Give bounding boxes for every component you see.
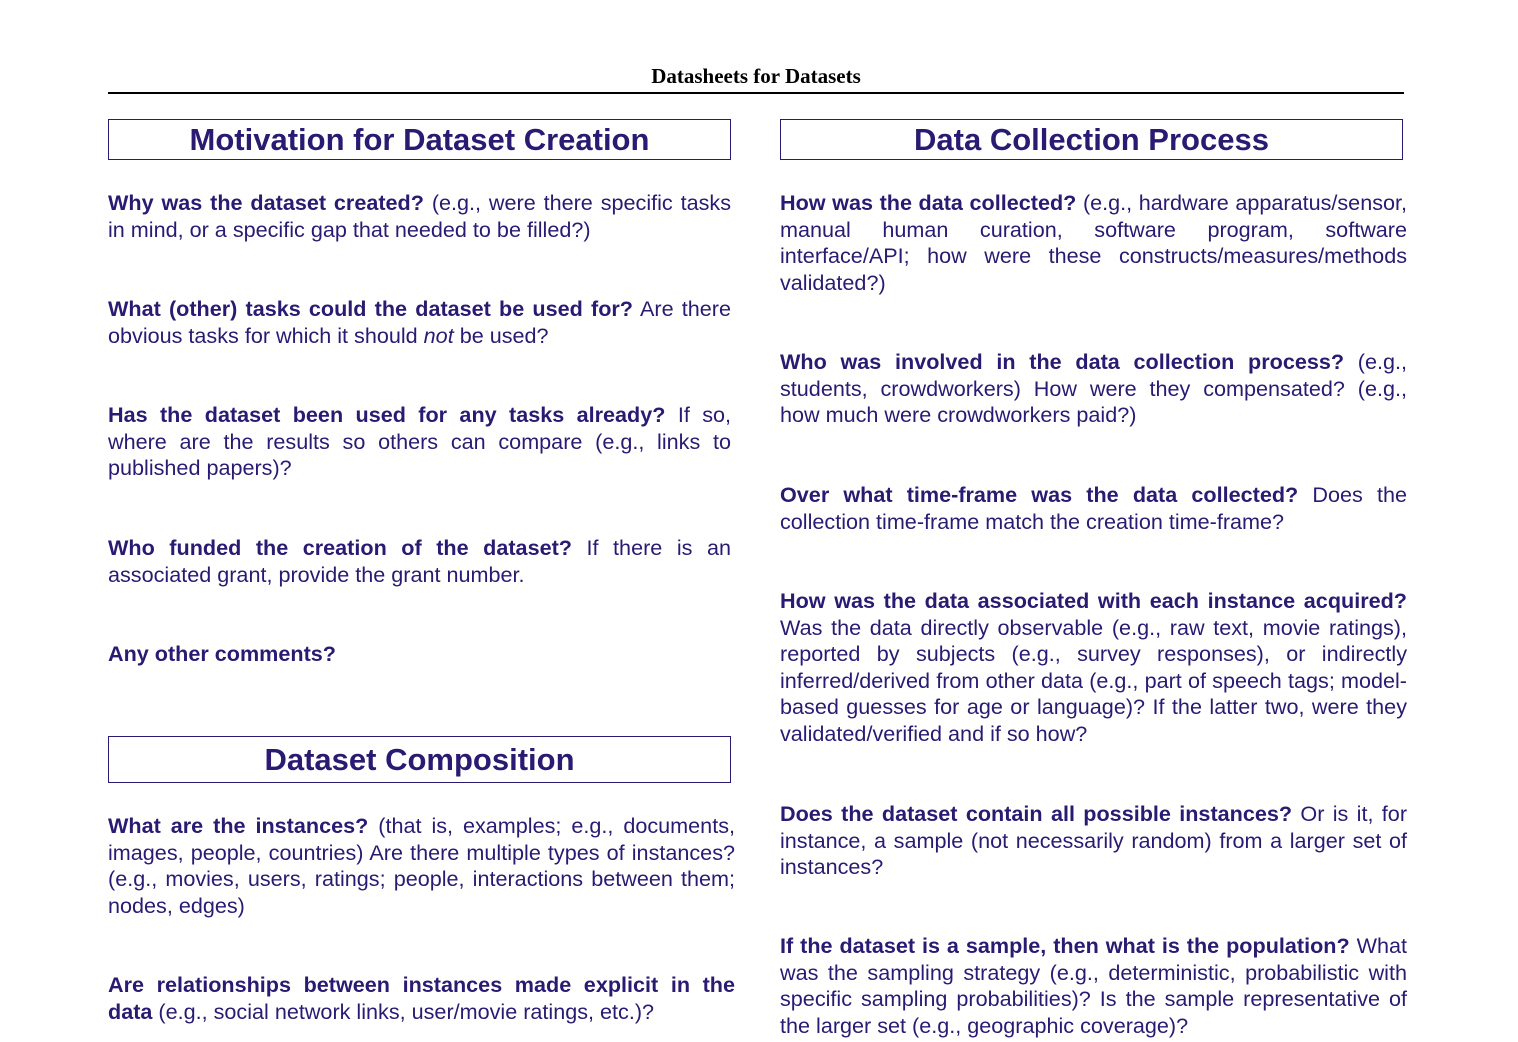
question-data-acquired xyxy=(780,588,1407,747)
question-description: (e.g., hardware apparatus/sensor, manual human curation, software program, software interface/API; how were these constructs/measures/methods validated?) xyxy=(780,190,1408,295)
question-description: (e.g., students, crowdworkers) How were they compensated? (e.g., how much were crowdworkers paid?) xyxy=(780,349,1408,427)
question-description: Was the data directly observable (e.g., raw text, movie ratings), reported by subjects (e.g., survey responses), or indirectly inferred/derived from other data (e.g., part of speech tags; model-based guesses for age or language)? If the latter two, were they validated/verified and if so how? xyxy=(780,614,1407,746)
question-funding xyxy=(108,535,731,588)
question-text: What (other) tasks could the dataset be used for? xyxy=(108,296,633,321)
section-title-composition: Dataset Composition xyxy=(108,736,731,783)
question-text: If the dataset is a sample, then what is the population? xyxy=(780,933,1350,958)
running-head: Datasheets for Datasets xyxy=(651,64,861,88)
question-text: Any other comments? xyxy=(108,641,336,666)
question-text: Does the dataset contain all possible instances? xyxy=(780,801,1293,826)
question-other-tasks xyxy=(108,296,731,349)
question-time-frame xyxy=(780,482,1407,535)
question-population xyxy=(780,933,1407,1039)
question-relationships xyxy=(108,972,735,1025)
section-title-collection: Data Collection Process xyxy=(780,119,1403,160)
question-description: If so, where are the results so others can compare (e.g., links to published papers)? xyxy=(108,402,732,480)
question-other-comments xyxy=(108,641,731,668)
question-description: Are there obvious tasks for which it should xyxy=(108,296,731,348)
header-rule xyxy=(108,92,1404,94)
question-text: How was the data associated with each instance acquired? xyxy=(780,588,1407,613)
question-text: Who funded the creation of the dataset? xyxy=(108,535,572,560)
question-emphasis: not xyxy=(423,322,454,348)
question-description: Does the collection time-frame match the creation time-frame? xyxy=(780,482,1407,534)
question-instances xyxy=(108,813,735,919)
question-text: Why was the dataset created? xyxy=(108,190,424,215)
question-how-collected xyxy=(780,190,1407,296)
question-all-instances xyxy=(780,801,1407,881)
question-description: Or is it, for instance, a sample (not necessarily random) from a larger set of instances? xyxy=(780,801,1408,879)
question-text: How was the data collected? xyxy=(780,190,1077,215)
question-text: Are relationships between instances made explicit in the data xyxy=(108,972,735,1024)
question-used-already xyxy=(108,402,731,482)
question-description: (e.g., were there specific tasks in mind, or a specific gap that needed to be filled?) xyxy=(108,190,731,242)
question-description: (e.g., social network links, user/movie ratings, etc.)? xyxy=(158,998,655,1024)
question-text: What are the instances? xyxy=(108,813,369,838)
question-text: Who was involved in the data collection process? xyxy=(780,349,1345,374)
question-why-created xyxy=(108,190,731,243)
question-description: (that is, examples; e.g., documents, images, people, countries) Are there multiple types of instances? (e.g., movies, users, ratings; people, interactions between them; nodes, edges) xyxy=(108,813,735,918)
section-title-motivation: Motivation for Dataset Creation xyxy=(108,119,731,160)
question-description: If there is an associated grant, provide the grant number. xyxy=(108,535,731,587)
question-description-end: be used? xyxy=(459,322,549,348)
question-who-involved xyxy=(780,349,1407,429)
question-description: What was the sampling strategy (e.g., deterministic, probabilistic with specific sampling probabilities)? Is the sample representative of the larger set (e.g., geographic coverage)? xyxy=(780,933,1407,1038)
question-text: Has the dataset been used for any tasks already? xyxy=(108,402,666,427)
question-text: Over what time-frame was the data collected? xyxy=(780,482,1299,507)
